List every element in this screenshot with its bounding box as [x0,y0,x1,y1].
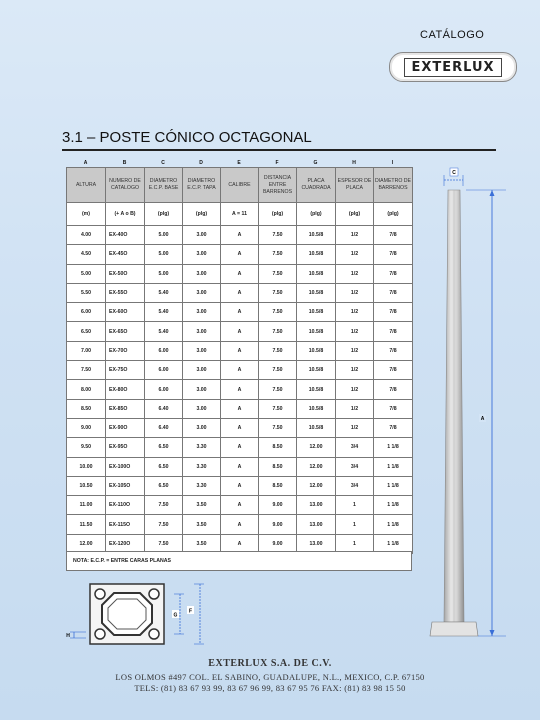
exterlux-logo [389,52,517,82]
table-cell: 10.5/8 [297,380,336,399]
unit-cell: (plg) [297,203,336,226]
table-cell: 1 1/8 [374,496,413,515]
table-cell: 7.50 [259,341,297,360]
column-header: DIAMETRO E.C.P. TAPA [183,168,221,203]
table-cell: 6.50 [145,457,183,476]
table-cell: 12.00 [67,534,106,553]
table-row [67,515,413,534]
unit-cell: (plg) [374,203,413,226]
column-letter: I [391,160,394,166]
table-cell: 6.50 [67,322,106,341]
table-cell: EX-75O [106,361,145,380]
table-cell: 7.50 [259,303,297,322]
spec-table [66,167,413,554]
footer-phones: TELS: (81) 83 67 93 99, 83 67 96 99, 83 67 95 76 FAX: (81) 83 98 15 50 [134,683,406,693]
base-bolt-label: F [188,608,193,615]
table-cell: A [221,418,259,437]
base-plate-diagram [60,580,220,650]
table-cell: 7.50 [259,361,297,380]
table-cell: A [221,303,259,322]
table-row [67,399,413,418]
table-row [67,438,413,457]
table-cell: 5.40 [145,322,183,341]
unit-cell: A = 11 [221,203,259,226]
table-cell: 1/2 [336,380,374,399]
column-header: DIAMETRO DE BARRENOS [374,168,413,203]
table-cell: EX-50O [106,264,145,283]
table-cell: 7.50 [259,380,297,399]
table-cell: 7/8 [374,303,413,322]
table-cell: 7.50 [259,264,297,283]
header-row [67,168,413,203]
table-cell: 9.50 [67,438,106,457]
column-header: ALTURA [67,168,106,203]
table-row [67,264,413,283]
table-cell: 5.40 [145,283,183,302]
table-cell: 1 [336,515,374,534]
table-cell: A [221,457,259,476]
table-cell: 8.50 [259,476,297,495]
table-cell: 1/2 [336,245,374,264]
table-cell: A [221,496,259,515]
table-cell: EX-90O [106,418,145,437]
table-cell: 1/2 [336,283,374,302]
table-cell: 1 [336,496,374,515]
table-cell: 3.00 [183,341,221,360]
table-cell: 7/8 [374,418,413,437]
table-cell: 7.50 [259,283,297,302]
table-cell: 7.50 [67,361,106,380]
table-cell: 7.50 [259,226,297,245]
table-cell: 10.5/8 [297,322,336,341]
table-cell: 10.5/8 [297,245,336,264]
table-row [67,245,413,264]
table-cell: 3.00 [183,303,221,322]
table-cell: A [221,476,259,495]
table-cell: 10.5/8 [297,341,336,360]
table-cell: 7.50 [145,496,183,515]
table-cell: 8.50 [259,457,297,476]
table-cell: 9.00 [259,496,297,515]
table-cell: 3.00 [183,380,221,399]
table-cell: 3.00 [183,283,221,302]
table-cell: A [221,226,259,245]
table-cell: EX-115O [106,515,145,534]
table-cell: A [221,264,259,283]
footer-company: EXTERLUX S.A. DE C.V. [208,658,332,669]
title-rule [62,149,496,151]
table-row [67,226,413,245]
logo-text: EXTERLUX [404,58,501,77]
table-cell: 8.50 [67,399,106,418]
table-cell: 13.00 [297,515,336,534]
table-cell: 3.00 [183,399,221,418]
table-cell: 10.5/8 [297,418,336,437]
note-text: NOTA: E.C.P. = ENTRE CARAS PLANAS [73,558,171,564]
table-cell: 3.30 [183,457,221,476]
table-cell: EX-65O [106,322,145,341]
table-cell: EX-45O [106,245,145,264]
column-letter: C [161,160,165,166]
table-cell: 1/2 [336,226,374,245]
base-thickness-label: H [66,633,70,639]
table-cell: EX-110O [106,496,145,515]
table-cell: EX-80O [106,380,145,399]
table-cell: A [221,438,259,457]
column-header: DIAMETRO E.C.P. BASE [145,168,183,203]
table-cell: 7/8 [374,264,413,283]
catalog-label: CATÁLOGO [420,29,485,41]
pole-top-label: C [452,170,456,176]
table-cell: 3.30 [183,476,221,495]
table-cell: EX-55O [106,283,145,302]
table-cell: 7.50 [259,322,297,341]
table-cell: 10.5/8 [297,283,336,302]
table-cell: 12.00 [297,476,336,495]
table-cell: 10.50 [67,476,106,495]
table-cell: EX-95O [106,438,145,457]
footer [0,658,540,693]
table-row [67,457,413,476]
table-cell: EX-70O [106,341,145,360]
table-cell: 7/8 [374,322,413,341]
table-cell: A [221,361,259,380]
section-title: 3.1 – POSTE CÓNICO OCTAGONAL [62,129,312,146]
table-cell: 1/2 [336,399,374,418]
column-letter: F [275,160,279,166]
column-header: DISTANCIA ENTRE BARRENOS [259,168,297,203]
table-row [67,303,413,322]
table-cell: 6.50 [145,476,183,495]
table-row [67,341,413,360]
table-cell: 10.5/8 [297,226,336,245]
table-cell: 3.00 [183,226,221,245]
table-cell: 7.50 [259,399,297,418]
table-cell: 3.30 [183,438,221,457]
table-cell: 9.00 [259,534,297,553]
table-cell: 5.00 [145,264,183,283]
table-cell: 3/4 [336,438,374,457]
table-cell: 1/2 [336,264,374,283]
table-cell: A [221,515,259,534]
unit-cell: (plg) [183,203,221,226]
table-cell: 3.50 [183,515,221,534]
table-cell: 1 [336,534,374,553]
column-letter: G [313,160,318,166]
table-cell: EX-85O [106,399,145,418]
table-cell: A [221,283,259,302]
table-cell: 9.00 [259,515,297,534]
table-cell: 6.40 [145,418,183,437]
table-row [67,322,413,341]
table-row [67,476,413,495]
units-row [67,203,413,226]
table-row [67,496,413,515]
footer-address: LOS OLMOS #497 COL. EL SABINO, GUADALUPE, N.L., MEXICO, C.P. 67150 [115,672,425,682]
unit-cell: (plg) [259,203,297,226]
table-cell: 3/4 [336,476,374,495]
table-cell: EX-105O [106,476,145,495]
column-letter: D [199,160,203,166]
table-cell: A [221,399,259,418]
table-cell: 1/2 [336,303,374,322]
table-cell: 7/8 [374,245,413,264]
table-cell: 6.00 [145,380,183,399]
table-cell: 5.00 [145,245,183,264]
column-header: PLACA CUADRADA [297,168,336,203]
table-row [67,361,413,380]
table-cell: 3.00 [183,245,221,264]
table-cell: 11.50 [67,515,106,534]
pole-drawing [420,160,510,650]
table-cell: A [221,380,259,399]
table-cell: 4.50 [67,245,106,264]
unit-cell: (plg) [336,203,374,226]
column-letter: A [83,160,88,166]
pole-height-label: A [480,416,485,422]
table-cell: 1 1/8 [374,534,413,553]
table-cell: EX-60O [106,303,145,322]
table-cell: EX-100O [106,457,145,476]
column-header: ESPESOR DE PLACA [336,168,374,203]
table-cell: 1/2 [336,322,374,341]
table-cell: 3.00 [183,418,221,437]
unit-cell: (+ A o B) [106,203,145,226]
note-box [66,551,412,571]
table-cell: 7.50 [259,418,297,437]
table-cell: 6.00 [145,361,183,380]
table-cell: 9.00 [67,418,106,437]
table-cell: 4.00 [67,226,106,245]
table-cell: 6.40 [145,399,183,418]
table-cell: 5.00 [67,264,106,283]
table-cell: EX-120O [106,534,145,553]
table-cell: EX-40O [106,226,145,245]
table-cell: 5.40 [145,303,183,322]
table-cell: 1 1/8 [374,515,413,534]
column-letter: E [237,160,241,166]
table-cell: 7.00 [67,341,106,360]
table-cell: 10.5/8 [297,399,336,418]
table-row [67,418,413,437]
table-cell: 10.00 [67,457,106,476]
unit-cell: (plg) [145,203,183,226]
table-cell: 3.00 [183,361,221,380]
table-cell: 11.00 [67,496,106,515]
table-cell: A [221,341,259,360]
table-cell: 7/8 [374,226,413,245]
table-cell: 7/8 [374,361,413,380]
table-cell: 10.5/8 [297,303,336,322]
table-cell: 7/8 [374,399,413,418]
table-cell: 3.00 [183,322,221,341]
table-cell: 8.00 [67,380,106,399]
table-cell: A [221,322,259,341]
table-row [67,283,413,302]
table-cell: 3.50 [183,496,221,515]
table-cell: 5.00 [145,226,183,245]
column-header: CALIBRE [221,168,259,203]
table-cell: 1 1/8 [374,476,413,495]
table-cell: 3/4 [336,457,374,476]
table-cell: 7/8 [374,283,413,302]
table-cell: 1 1/8 [374,438,413,457]
column-letter: B [122,160,127,166]
table-cell: A [221,534,259,553]
table-cell: 10.5/8 [297,264,336,283]
table-cell: 5.50 [67,283,106,302]
table-cell: 12.00 [297,438,336,457]
table-cell: 1/2 [336,418,374,437]
base-plate-label: G [173,612,178,619]
table-cell: 7/8 [374,380,413,399]
table-cell: 8.50 [259,438,297,457]
table-cell: 1/2 [336,361,374,380]
table-cell: 3.00 [183,264,221,283]
table-cell: 6.00 [145,341,183,360]
unit-cell: (m) [67,203,106,226]
table-cell: 10.5/8 [297,361,336,380]
column-header: NUMERO DE CATALOGO [106,168,145,203]
table-cell: 7/8 [374,341,413,360]
table-cell: 1/2 [336,341,374,360]
table-cell: 7.50 [259,245,297,264]
table-cell: 3.50 [183,534,221,553]
table-row [67,380,413,399]
column-letter: H [352,160,356,166]
table-cell: 7.50 [145,534,183,553]
table-cell: 13.00 [297,496,336,515]
table-cell: 6.00 [67,303,106,322]
table-cell: 7.50 [145,515,183,534]
table-cell: A [221,245,259,264]
table-cell: 13.00 [297,534,336,553]
table-cell: 6.50 [145,438,183,457]
table-cell: 12.00 [297,457,336,476]
table-cell: 1 1/8 [374,457,413,476]
